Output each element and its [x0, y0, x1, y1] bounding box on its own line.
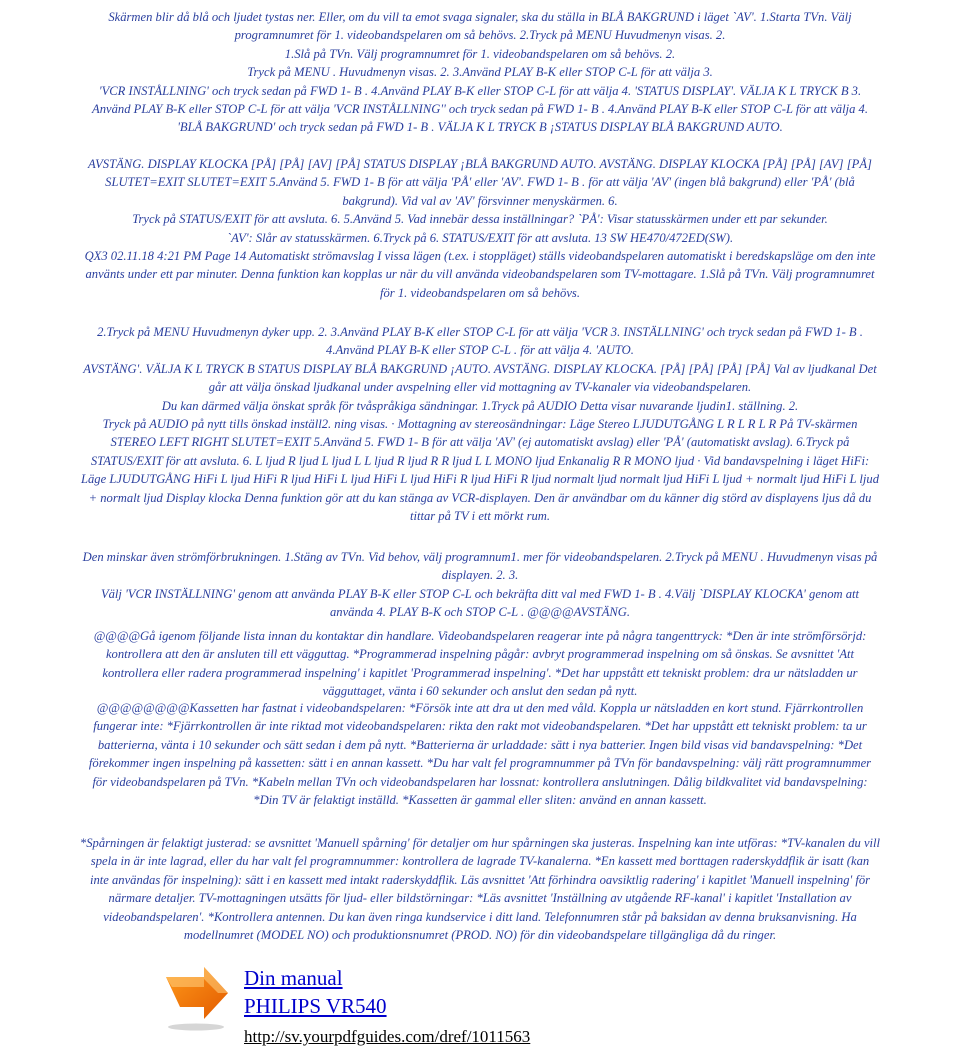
- text-line: SLUTET=EXIT SLUTET=EXIT 5.Använd 5. FWD 1- B för att välja 'PÅ' eller 'AV'. FWD 1- B . för att välja 'AV' (ingen blå bakgrund) eller 'PÅ' (blå: [105, 175, 855, 190]
- text-line: använts under ett par minuter. Denna funktion kan kopplas ur när du vill använda videobandspelaren som TV-mottagare. 1.Slå på TVn. Välj programnumret: [85, 267, 875, 282]
- text-line: inte användas för inspelning): sätt i en kassett med intakt raderskyddflik. Läs avsnittet 'Att förhindra oavsiktlig radering' i kapitlet 'Manuell inspelning' för: [89, 872, 871, 887]
- text-line: närmare detaljer. TV-mottagningen utsätts för ljud- eller bildstörningar: *Läs avsnittet 'Inställning av utgående RF-kanal' i kapitlet 'Installation av: [108, 891, 852, 906]
- text-line: förekommer ingen inspelning på kassetten: sätt i en annan kassett. *Du har valt fel programnummer på TVn för bandavspelning: välj rätt programnummer: [88, 756, 872, 771]
- text-line: @@@@Gå igenom följande lista innan du kontaktar din handlare. Videobandspelaren reagerar inte på några tangenttryck: *Den är inte strömförsörjd:: [93, 629, 867, 643]
- text-line: vägguttaget, vänta i 60 sekunder och anslut den sedan på nytt.: [322, 684, 638, 699]
- paragraph-troubleshooting-intro: [0, 627, 960, 701]
- text-line: 4.Använd PLAY B-K eller STOP C-L . för att välja 4. 'AUTO.: [326, 343, 634, 358]
- text-line: QX3 02.11.18 4:21 PM Page 14 Automatiskt strömavslag I vissa lägen (t.ex. i stoppläget) ställs videobandspelaren automatiskt i beredskapsläge om den inte: [84, 249, 876, 264]
- text-line: kontrollera att den är ansluten till ett vägguttag. *Programmerad inspelning pågår: avbryt programmerad inspelning om så önskas. Se avsnittet 'Att: [105, 647, 855, 662]
- text-line: Använd PLAY B-K eller STOP C-L för att välja 'VCR INSTÅLLNING'' och tryck sedan på FWD 1- B . 4.Använd PLAY B-K eller STOP C-L för att välja 4.: [92, 102, 868, 117]
- text-line: tittar på TV i ett mörkt rum.: [409, 509, 551, 524]
- text-line: + normalt ljud Display klocka Denna funktion gör att du kan stänga av VCR-displayen. Den är användbar om du känner dig störd av displayens ljus då du: [88, 490, 872, 505]
- text-line: Den minskar även strömförbrukningen. 1.Stäng av TVn. Vid behov, välj programnum1. mer för videobandspelaren. 2.Tryck på MENU . Huvudmenyn visas på: [82, 550, 878, 564]
- paragraph-troubleshooting-recording: [0, 834, 960, 944]
- text-line: *Din TV är felaktigt inställd. *Kassetten är gammal eller sliten: använd en annan kassett.: [253, 793, 707, 808]
- text-line: AVSTÄNG. DISPLAY KLOCKA [PÅ] [PÅ] [AV] [PÅ] STATUS DISPLAY ¡BLÅ BAKGRUND AUTO. AVSTÄNG. DISPLAY KLOCKA [PÅ] [PÅ] [AV] [PÅ]: [88, 157, 872, 171]
- paragraph-status-display: [0, 8, 960, 137]
- paragraph-power-saving: [0, 548, 960, 622]
- text-line: för 1. videobandspelaren om så behövs.: [380, 285, 580, 300]
- text-line: 1.Slå på TVn. Välj programnumret för 1. videobandspelaren om så behövs. 2.: [284, 46, 676, 61]
- text-line: Läge LJUDUTGÅNG HiFi L ljud HiFi R ljud HiFi L ljud HiFi L ljud HiFi R ljud HiFi R ljud normalt ljud normalt ljud HiFi L ljud + normalt ljud HiFi L ljud: [80, 472, 879, 487]
- text-line: Skärmen blir då blå och ljudet tystas ner. Eller, om du vill ta emot svaga signaler, ska du ställa in BLÅ BAKGRUND i läget `AV'. 1.Starta TVn. Välj: [108, 10, 852, 24]
- text-line: för videobandspelaren på TVn. *Kabeln mellan TVn och videobandspelaren har lossnat: kontrollera anslutningen. Dålig bildkvalitet vid bandavspelning:: [92, 774, 868, 789]
- link-philips-vr540[interactable]: PHILIPS VR540: [244, 994, 387, 1018]
- paragraph-audio-channel: [0, 323, 960, 525]
- footer-links: [160, 963, 720, 1058]
- text-line: @@@@@@@@Kassetten har fastnat i videobandspelaren: *Försök inte att dra ut den med våld. Koppla ur nätsladden en kort stund. Fjärrkontrollen: [96, 701, 864, 715]
- text-line: spela in är inte lagrad, eller du har valt fel programnummer: kontrollera de lagrade TV-kanalerna. *En kassett med borttagen raderskyddflik är isatt (kan: [90, 854, 870, 869]
- text-line: `AV': Slår av statusskärmen. 6.Tryck på 6. STATUS/EXIT för att avsluta. 13 SW HE470/472ED(SW).: [226, 230, 734, 245]
- text-line: fungerar inte: *Fjärrkontrollen är inte riktad mot videobandspelaren: rikta den rakt mot videobandspelaren. *Det har uppstått ett tekniskt problem: ta ur: [93, 719, 867, 734]
- text-line: AVSTÄNG'. VÄLJA K L TRYCK B STATUS DISPLAY BLÅ BAKGRUND ¡AUTO. AVSTÄNG. DISPLAY KLOCKA. [PÅ] [PÅ] [PÅ] [PÅ] Val av ljudkanal Det: [83, 361, 877, 376]
- text-line: kontrollera eller radera programmerad inspelning' i kapitlet 'Programmerad inspelning'. *Det har uppstått ett tekniskt problem: dra ur nätsladden ur: [102, 665, 858, 680]
- text-line: Du kan därmed välja önskat språk för tvåspråkiga sändningar. 1.Tryck på AUDIO Detta visar nuvarande ljudin1. ställning. 2.: [161, 398, 799, 413]
- link-manual-url[interactable]: http://sv.yourpdfguides.com/dref/1011563: [244, 1027, 531, 1046]
- text-line: 'VCR INSTÅLLNING' och tryck sedan på FWD 1- B . 4.Använd PLAY B-K eller STOP C-L för att välja 4. 'STATUS DISPLAY'. VÄLJA K L TRYCK B 3.: [98, 83, 862, 98]
- text-line: STEREO LEFT RIGHT SLUTET=EXIT 5.Använd 5. FWD 1- B för att välja 'AV' (ej automatiskt avslag) eller 'PÅ' (automatiskt avslag). 6.Tryck på: [110, 435, 850, 450]
- text-line: batterierna, vänta i 10 sekunder och sätt sedan i dem på nytt. *Batterierna är urladdade: sätt i nya batterier. Ingen bild visas vid bandavspelning: *Det: [97, 737, 863, 752]
- text-line: STATUS/EXIT för att avsluta. 6. L ljud R ljud L ljud L L ljud R ljud R R ljud L L MONO ljud Enkanalig R R MONO ljud · Vid bandavspelning i läget HiFi:: [90, 453, 870, 468]
- text-line: Tryck på MENU . Huvudmenyn visas. 2. 3.Använd PLAY B-K eller STOP C-L för att välja 3.: [247, 65, 713, 80]
- text-line: *Spårningen är felaktigt justerad: se avsnittet 'Manuell spårning' för detaljer om hur spårningen ska justeras. Inspelning kan inte utföras: *TV-kanalen du vill: [79, 836, 881, 850]
- text-line: 2.Tryck på MENU Huvudmenyn dyker upp. 2. 3.Använd PLAY B-K eller STOP C-L för att välja 'VCR 3. INSTÄLLNING' och tryck sedan på FWD 1- B .: [97, 325, 863, 339]
- text-line: videobandspelaren'. *Kontrollera antennen. Du kan även ringa kundservice i ditt land. Telefonnumren står på baksidan av denna bruksanvisning. Ha: [103, 909, 857, 924]
- text-line: går att välja önskad ljudkanal under avspelning eller vid mottagning av TV-kanaler via videobandspelaren.: [208, 380, 752, 395]
- text-line: modellnumret (MODEL NO) och produktionsnumret (PROD. NO) för din videobandspelare tillgängliga då du ringer.: [183, 928, 777, 943]
- text-line: bakgrund). Vid val av 'AV' försvinner menyskärmen. 6.: [342, 193, 618, 208]
- text-line: displayen. 2. 3.: [441, 568, 519, 583]
- text-line: Välj 'VCR INSTÄLLNING' genom att använda PLAY B-K eller STOP C-L och bekräfta ditt val med FWD 1- B . 4.Välj `DISPLAY KLOCKA' genom att: [100, 586, 860, 601]
- text-line: Tryck på AUDIO på nytt tills önskad inställ2. ning visas. · Mottagning av stereosändningar: Läge Stereo LJUDUTGÅNG L R L R L R På TV-skärmen: [102, 417, 858, 432]
- text-line: Tryck på STATUS/EXIT för att avsluta. 6. 5.Använd 5. Vad innebär dessa inställningar? `PÅ': Visar statusskärmen under ett par sekunder.: [132, 212, 828, 227]
- text-line: använda 4. PLAY B-K och STOP C-L . @@@@AVSTÄNG.: [329, 605, 631, 620]
- text-line: 'BLÅ BAKGRUND' och tryck sedan på FWD 1- B . VÄLJA K L TRYCK B ¡STATUS DISPLAY BLÅ BAKGRUND AUTO.: [177, 120, 783, 135]
- paragraph-display-clock: [0, 155, 960, 302]
- paragraph-troubleshooting-cassette: [0, 699, 960, 809]
- link-din-manual[interactable]: Din manual: [244, 966, 343, 990]
- arrow-logo-icon: [160, 963, 232, 1033]
- text-line: programnumret för 1. videobandspelaren om så behövs. 2.Tryck på MENU Huvudmenyn visas. 2.: [234, 28, 726, 43]
